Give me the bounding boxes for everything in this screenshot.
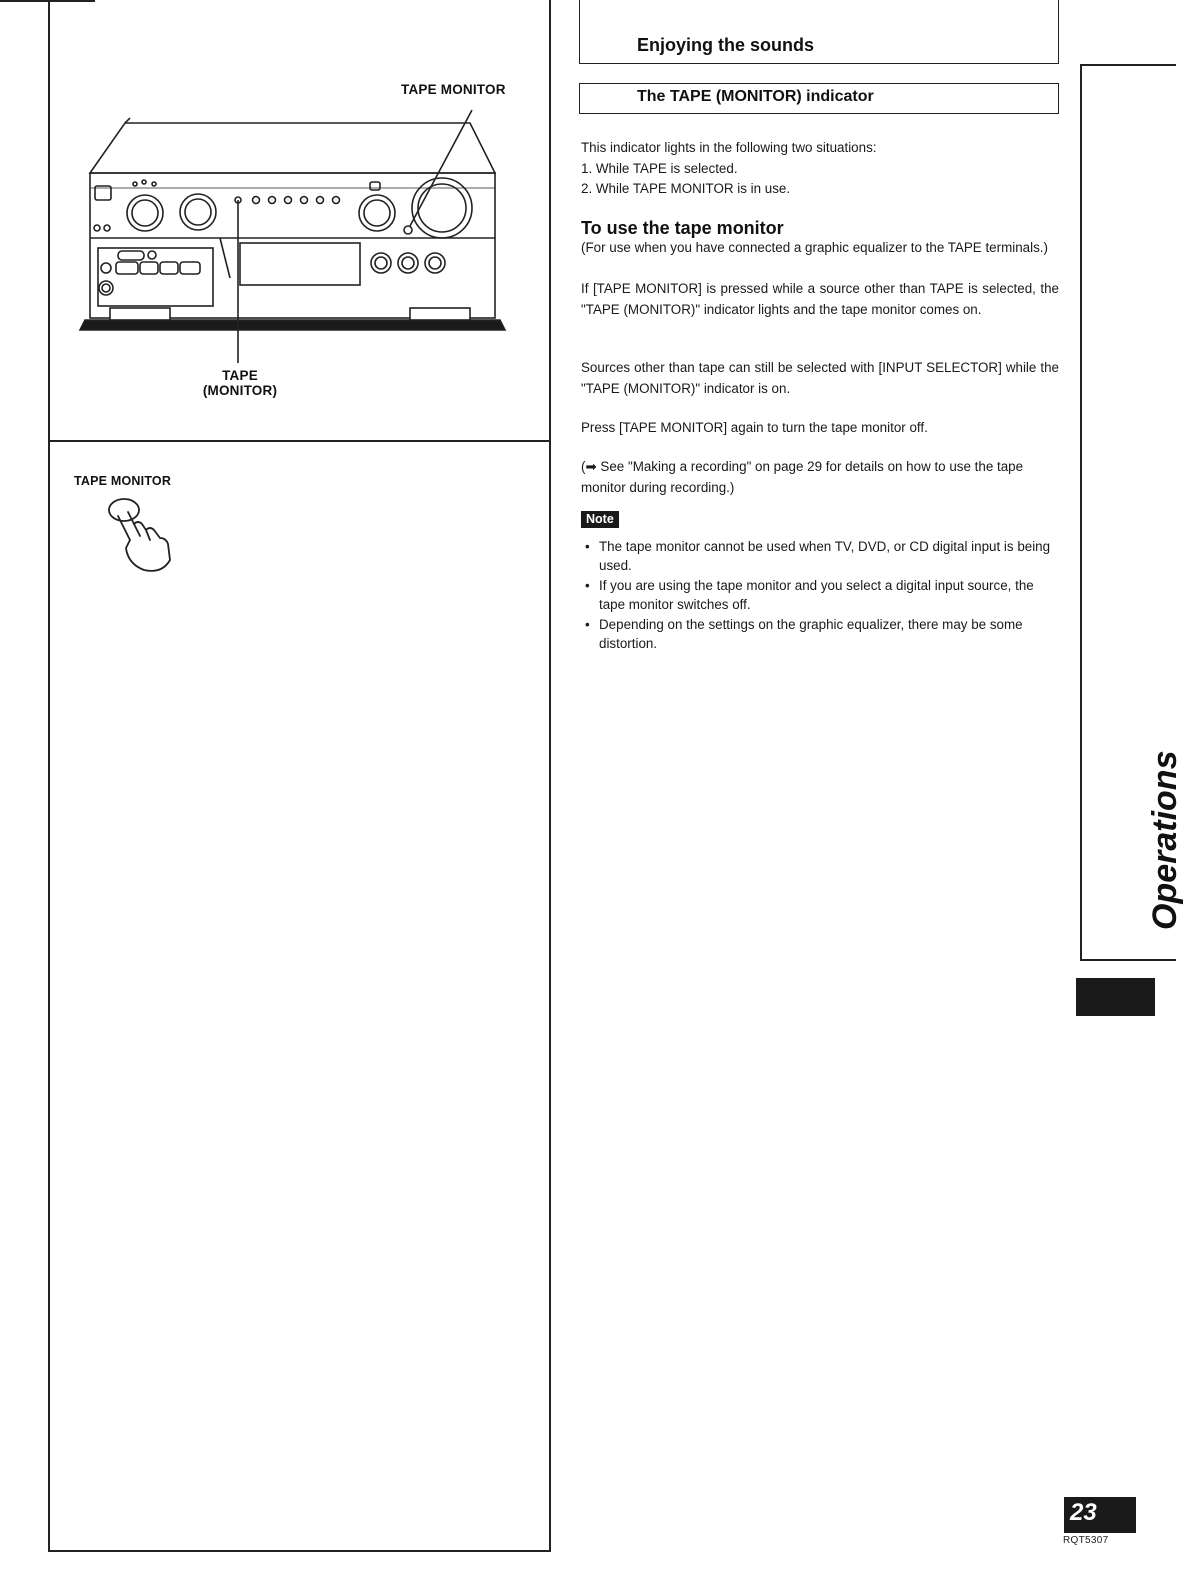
model-code: RQT5307 [1063, 1535, 1109, 1546]
note-item: • Depending on the settings on the graphic equalizer, there may be some distortion. [585, 617, 1023, 651]
tape-monitor-heading: To use the tape monitor [581, 218, 784, 238]
receiver-front-panel-illustration [80, 98, 520, 358]
callout-tape-line2: (MONITOR) [202, 383, 278, 398]
callout-tape-line1: TAPE [222, 368, 258, 383]
note-item: • The tape monitor cannot be used when TV, DVD, or CD digital input is being used. [585, 539, 1051, 573]
note-badge: Note [581, 511, 619, 528]
see-paragraph: (➡ See "Making a recording" on page 29 for details on how to use the tape monitor during recording.) [581, 459, 1024, 495]
left-column-border-right [549, 0, 551, 1552]
section-title: Enjoying the sounds [637, 35, 815, 55]
subsection-title: The TAPE (MONITOR) indicator [637, 88, 874, 105]
intro-line: 1. While TAPE is selected. [581, 160, 738, 176]
callout-tape-monitor: TAPE MONITOR [401, 82, 506, 97]
callout-tape-monitor-indicator [180, 368, 300, 398]
press-paragraph: Press [TAPE MONITOR] again to turn the tape monitor off. [581, 420, 928, 435]
hand-press-icon [100, 490, 180, 575]
left-column-bottom-border [48, 1550, 550, 1552]
side-tab-vertical-rule [1080, 64, 1082, 960]
intro-line: This indicator lights in the following two situations: [581, 140, 877, 155]
intro-text [581, 138, 1059, 200]
note-item: • If you are using the tape monitor and you select a digital input source, the tape monitor switches off. [585, 578, 1034, 612]
illustration-divider [48, 440, 550, 442]
side-tab-top-rule [1080, 64, 1176, 66]
side-tab-marker [1076, 978, 1155, 1016]
sources-paragraph: Sources other than tape can still be selected with [INPUT SELECTOR] while the "TAPE (MONITOR)" indicator is on. [581, 360, 1059, 396]
if-paragraph: If [TAPE MONITOR] is pressed while a source other than TAPE is selected, the "TAPE (MONITOR)" indicator lights and the tape monitor comes on. [581, 281, 1059, 317]
note-list [581, 537, 1059, 654]
side-tab-bottom-rule [1080, 959, 1176, 961]
intro-line: 2. While TAPE MONITOR is in use. [581, 181, 791, 196]
tape-monitor-button-label: TAPE MONITOR [74, 474, 172, 488]
left-column-border [48, 0, 50, 1552]
side-tab-label: Operations [1146, 750, 1184, 930]
use-paragraph: (For use when you have connected a graphic equalizer to the TAPE terminals.) [581, 240, 1048, 255]
page-number: 23 [1070, 1499, 1097, 1526]
